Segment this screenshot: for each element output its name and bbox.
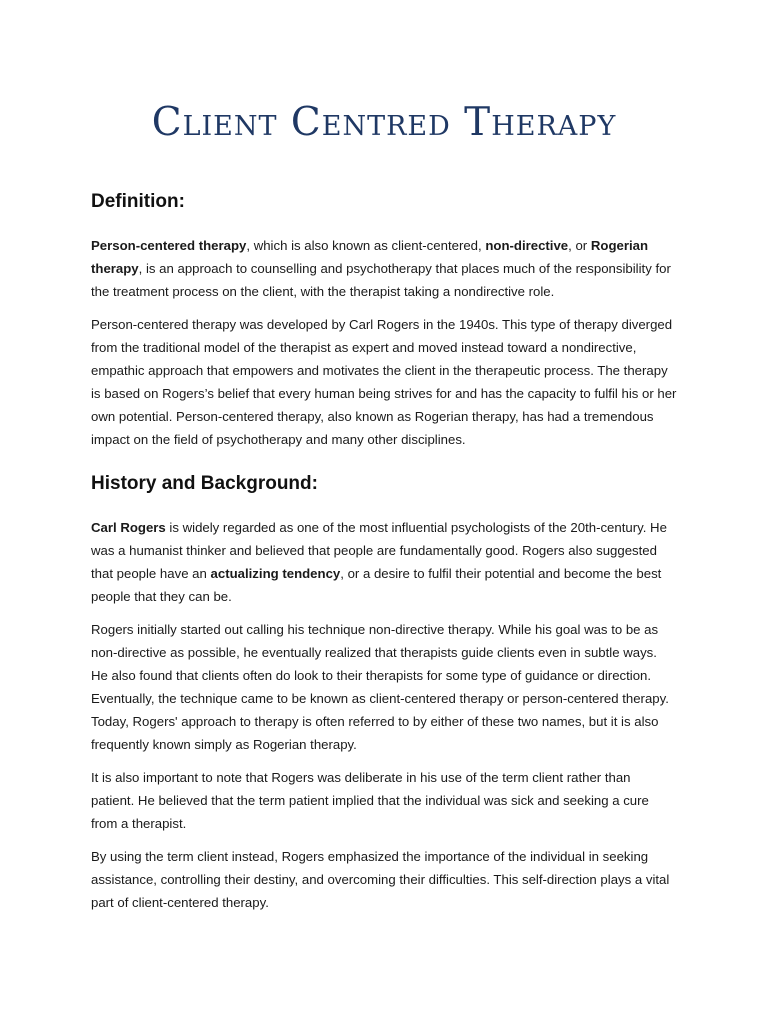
- paragraph-text: , which is also known as client-centered,: [246, 238, 486, 253]
- definition-paragraph-1: [91, 234, 677, 303]
- bold-term-rogerian: Rogerian therapy: [91, 238, 649, 276]
- bold-term-carl-rogers: Carl Rogers: [91, 520, 166, 535]
- bold-term-actualizing-tendency: actualizing tendency: [210, 566, 341, 581]
- section-heading-definition: Definition:: [91, 191, 185, 212]
- paragraph-text: , or a desire to fulfil their potential and become the best people that they can be.: [91, 566, 662, 604]
- history-paragraph-4: By using the term client instead, Rogers emphasized the importance of the individual in seeking assistance, controlling their destiny, and overcoming their difficulties. This self-direction plays a vital part of client-centered therapy.: [91, 849, 670, 910]
- section-heading-history: History and Background:: [91, 473, 318, 494]
- definition-paragraph-2: Person-centered therapy was developed by Carl Rogers in the 1940s. This type of therapy diverged from the traditional model of the therapist as expert and moved instead toward a nondirective, empathic approach that empowers and motivates the client in the therapeutic process. The therapy is based on Rogers’s belief that every human being strives for and has the capacity to fulfil his or her own potential. Person-centered therapy, also known as Rogerian therapy, has had a tremendous impact on the field of psychotherapy and many other disciplines.: [91, 317, 677, 447]
- history-paragraph-2: Rogers initially started out calling his technique non-directive therapy. While his goal was to be as non-directive as possible, he eventually realized that therapists guide clients even in subtle ways. He also found that clients often do look to their therapists for some type of guidance or direction. Eventually, the technique came to be known as client-centered therapy or person-centered therapy. Today, Rogers' approach to therapy is often referred to by either of these two names, but it is also frequently known simply as Rogerian therapy.: [91, 622, 669, 752]
- paragraph-text: is widely regarded as one of the most influential psychologists of the 20th-century. He was a humanist thinker and believed that people are fundamentally good. Rogers also suggested that people have an: [91, 520, 667, 581]
- history-paragraph-1: [91, 516, 677, 608]
- paragraph-text: , or: [568, 238, 591, 253]
- paragraph-text: , is an approach to counselling and psychotherapy that places much of the responsibility for the treatment process on the client, with the therapist taking a nondirective role.: [91, 261, 671, 299]
- bold-term-person-centered: Person-centered therapy: [91, 238, 247, 253]
- bold-term-non-directive: non-directive: [485, 238, 569, 253]
- document-title: Client Centred Therapy: [151, 100, 617, 145]
- history-paragraph-3: It is also important to note that Rogers was deliberate in his use of the term client rather than patient. He believed that the term patient implied that the individual was sick and seeking a cure from a therapist.: [91, 770, 649, 831]
